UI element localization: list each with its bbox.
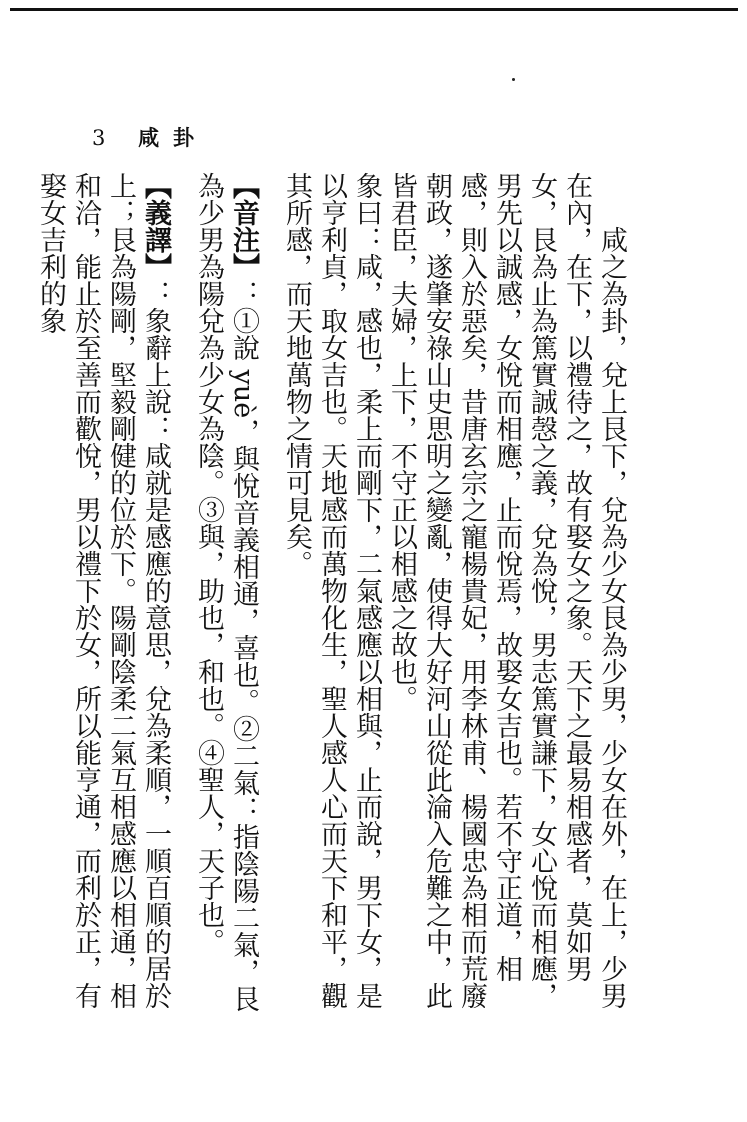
vertical-body-text xyxy=(35,172,629,1032)
notes-label: 【音注】 xyxy=(228,172,259,280)
translation-label: 【義譯】 xyxy=(140,172,171,280)
tuanci-paragraph: 象曰：咸，感也，柔上而剛下，二氣感應以相與，止而說，男下女，是以亨利貞，取女吉也。天地感而萬物化生，聖人感人心而天下和平，觀其所感，而天地萬物之情可見矣。 xyxy=(281,172,382,1009)
notes-text: ：①說 yuè，與悅音義相通，喜也。②二氣：指陰陽二氣，艮為少男為陽兌為少女為陰。③與，助也，和也。④聖人，天子也。 xyxy=(193,172,259,1013)
translation-paragraph xyxy=(33,172,173,1032)
translation-text: ：象辭上說：咸就是感應的意思，兌為柔順，一順百順的居於上；艮為陽剛，堅毅剛健的位於下。陽剛陰柔二氣互相感應以相通，相和洽，能止於至善而歡悅，男以禮下於女，所以能亨通，而利於正，有娶女吉利的象 xyxy=(35,172,171,1009)
top-border-rule xyxy=(10,8,738,11)
speck-mark xyxy=(512,78,515,81)
notes-paragraph xyxy=(191,172,261,1032)
chapter-title: 咸卦 xyxy=(138,125,209,150)
commentary-paragraph: 咸之為卦，兌上艮下，兌為少女艮為少男，少女在外，在上，少男在內，在下，以禮待之，故有娶女之象。天下之最易相感者，莫如男女，艮為止為篤實誠愨之義，兌為悅，男志篤實謙下，女心悅而相應，男先以誠感，女悅而相應，止而悅焉，故娶女吉也。若不守正道，相感，則入於惡矣，昔唐玄宗之寵楊貴妃，用李林甫、楊國忠為相而荒廢朝政，遂肇安祿山史思明之變亂，使得大好河山從此淪入危難之中，此皆君臣，夫婦，上下，不守正以相感之故也。 xyxy=(386,172,627,1009)
page-number: 3 xyxy=(92,126,106,150)
running-head xyxy=(92,122,208,152)
